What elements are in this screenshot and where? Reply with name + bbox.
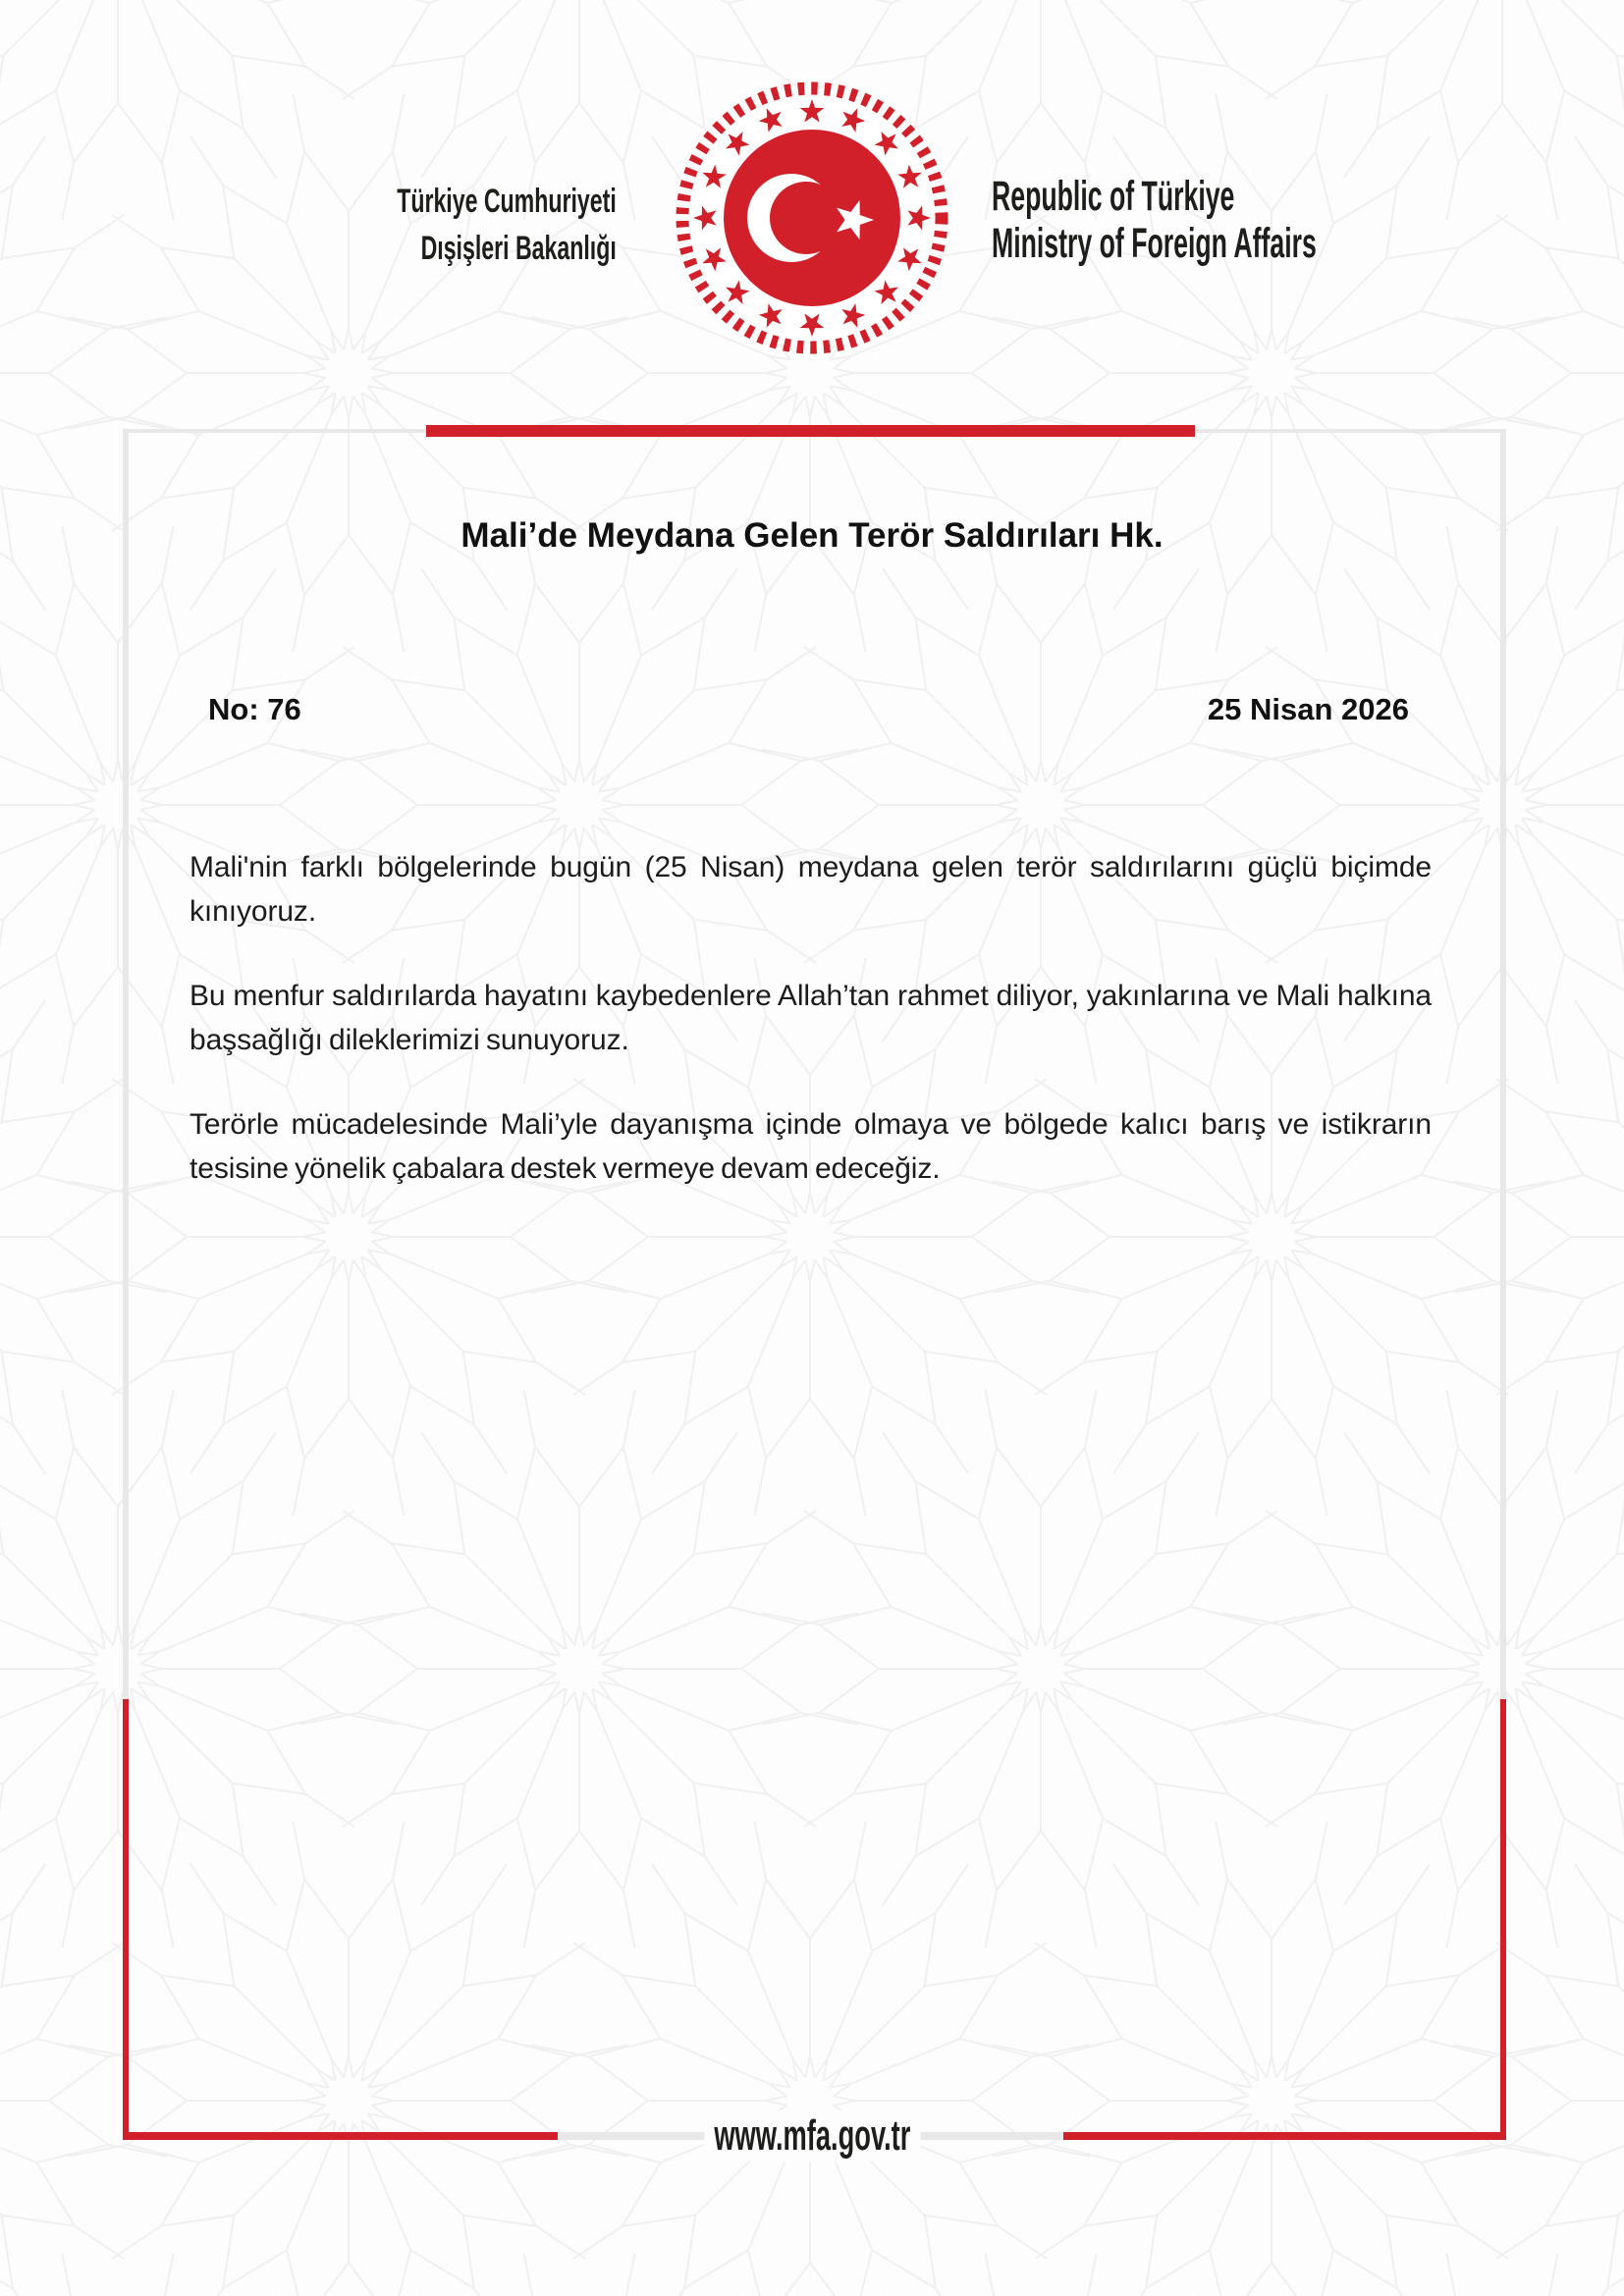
website-url: www.mfa.gov.tr <box>704 2110 920 2162</box>
frame-border-left-red <box>123 1699 129 2140</box>
release-number: No: 76 <box>208 692 301 726</box>
emblem-crescent-inner <box>770 182 842 254</box>
ministry-name-english <box>992 173 1317 267</box>
turkey-mfa-emblem-icon <box>665 71 959 365</box>
ministry-name-english-line1: Republic of Türkiye <box>992 173 1235 220</box>
ministry-name-english-line2: Ministry of Foreign Affairs <box>992 220 1317 267</box>
release-body <box>189 845 1432 1231</box>
body-paragraph: Bu menfur saldırılarda hayatını kaybedenlere Allah’tan rahmet diliyor, yakınlarına ve Mali halkına başsağlığı dileklerimizi sunuyoruz. <box>189 980 1432 1056</box>
ministry-name-turkish <box>397 178 617 272</box>
page-title: Mali’de Meydana Gelen Terör Saldırıları Hk. <box>460 516 1164 555</box>
footer <box>125 2110 1499 2162</box>
release-date: 25 Nisan 2026 <box>1207 692 1409 726</box>
frame-border-left-gray <box>123 429 129 1699</box>
body-paragraph: Mali'nin farklı bölgelerinde bugün (25 Nisan) meydana gelen terör saldırılarını güçlü biçimde kınıyoruz. <box>189 851 1432 928</box>
frame-border-right-red <box>1500 1699 1506 2140</box>
release-meta-row <box>208 692 1409 727</box>
body-paragraph: Terörle mücadelesinde Mali’yle dayanışma içinde olmaya ve bölgede kalıcı barış ve istikrarın tesisine yönelik çabalara destek vermeye devam edeceğiz. <box>189 1108 1432 1185</box>
ministry-name-turkish-line2: Dışişleri Bakanlığı <box>420 230 617 267</box>
red-accent-bar <box>426 425 1195 437</box>
frame-border-right-gray <box>1500 429 1506 1699</box>
ministry-name-turkish-line1: Türkiye Cumhuriyeti <box>397 183 617 220</box>
